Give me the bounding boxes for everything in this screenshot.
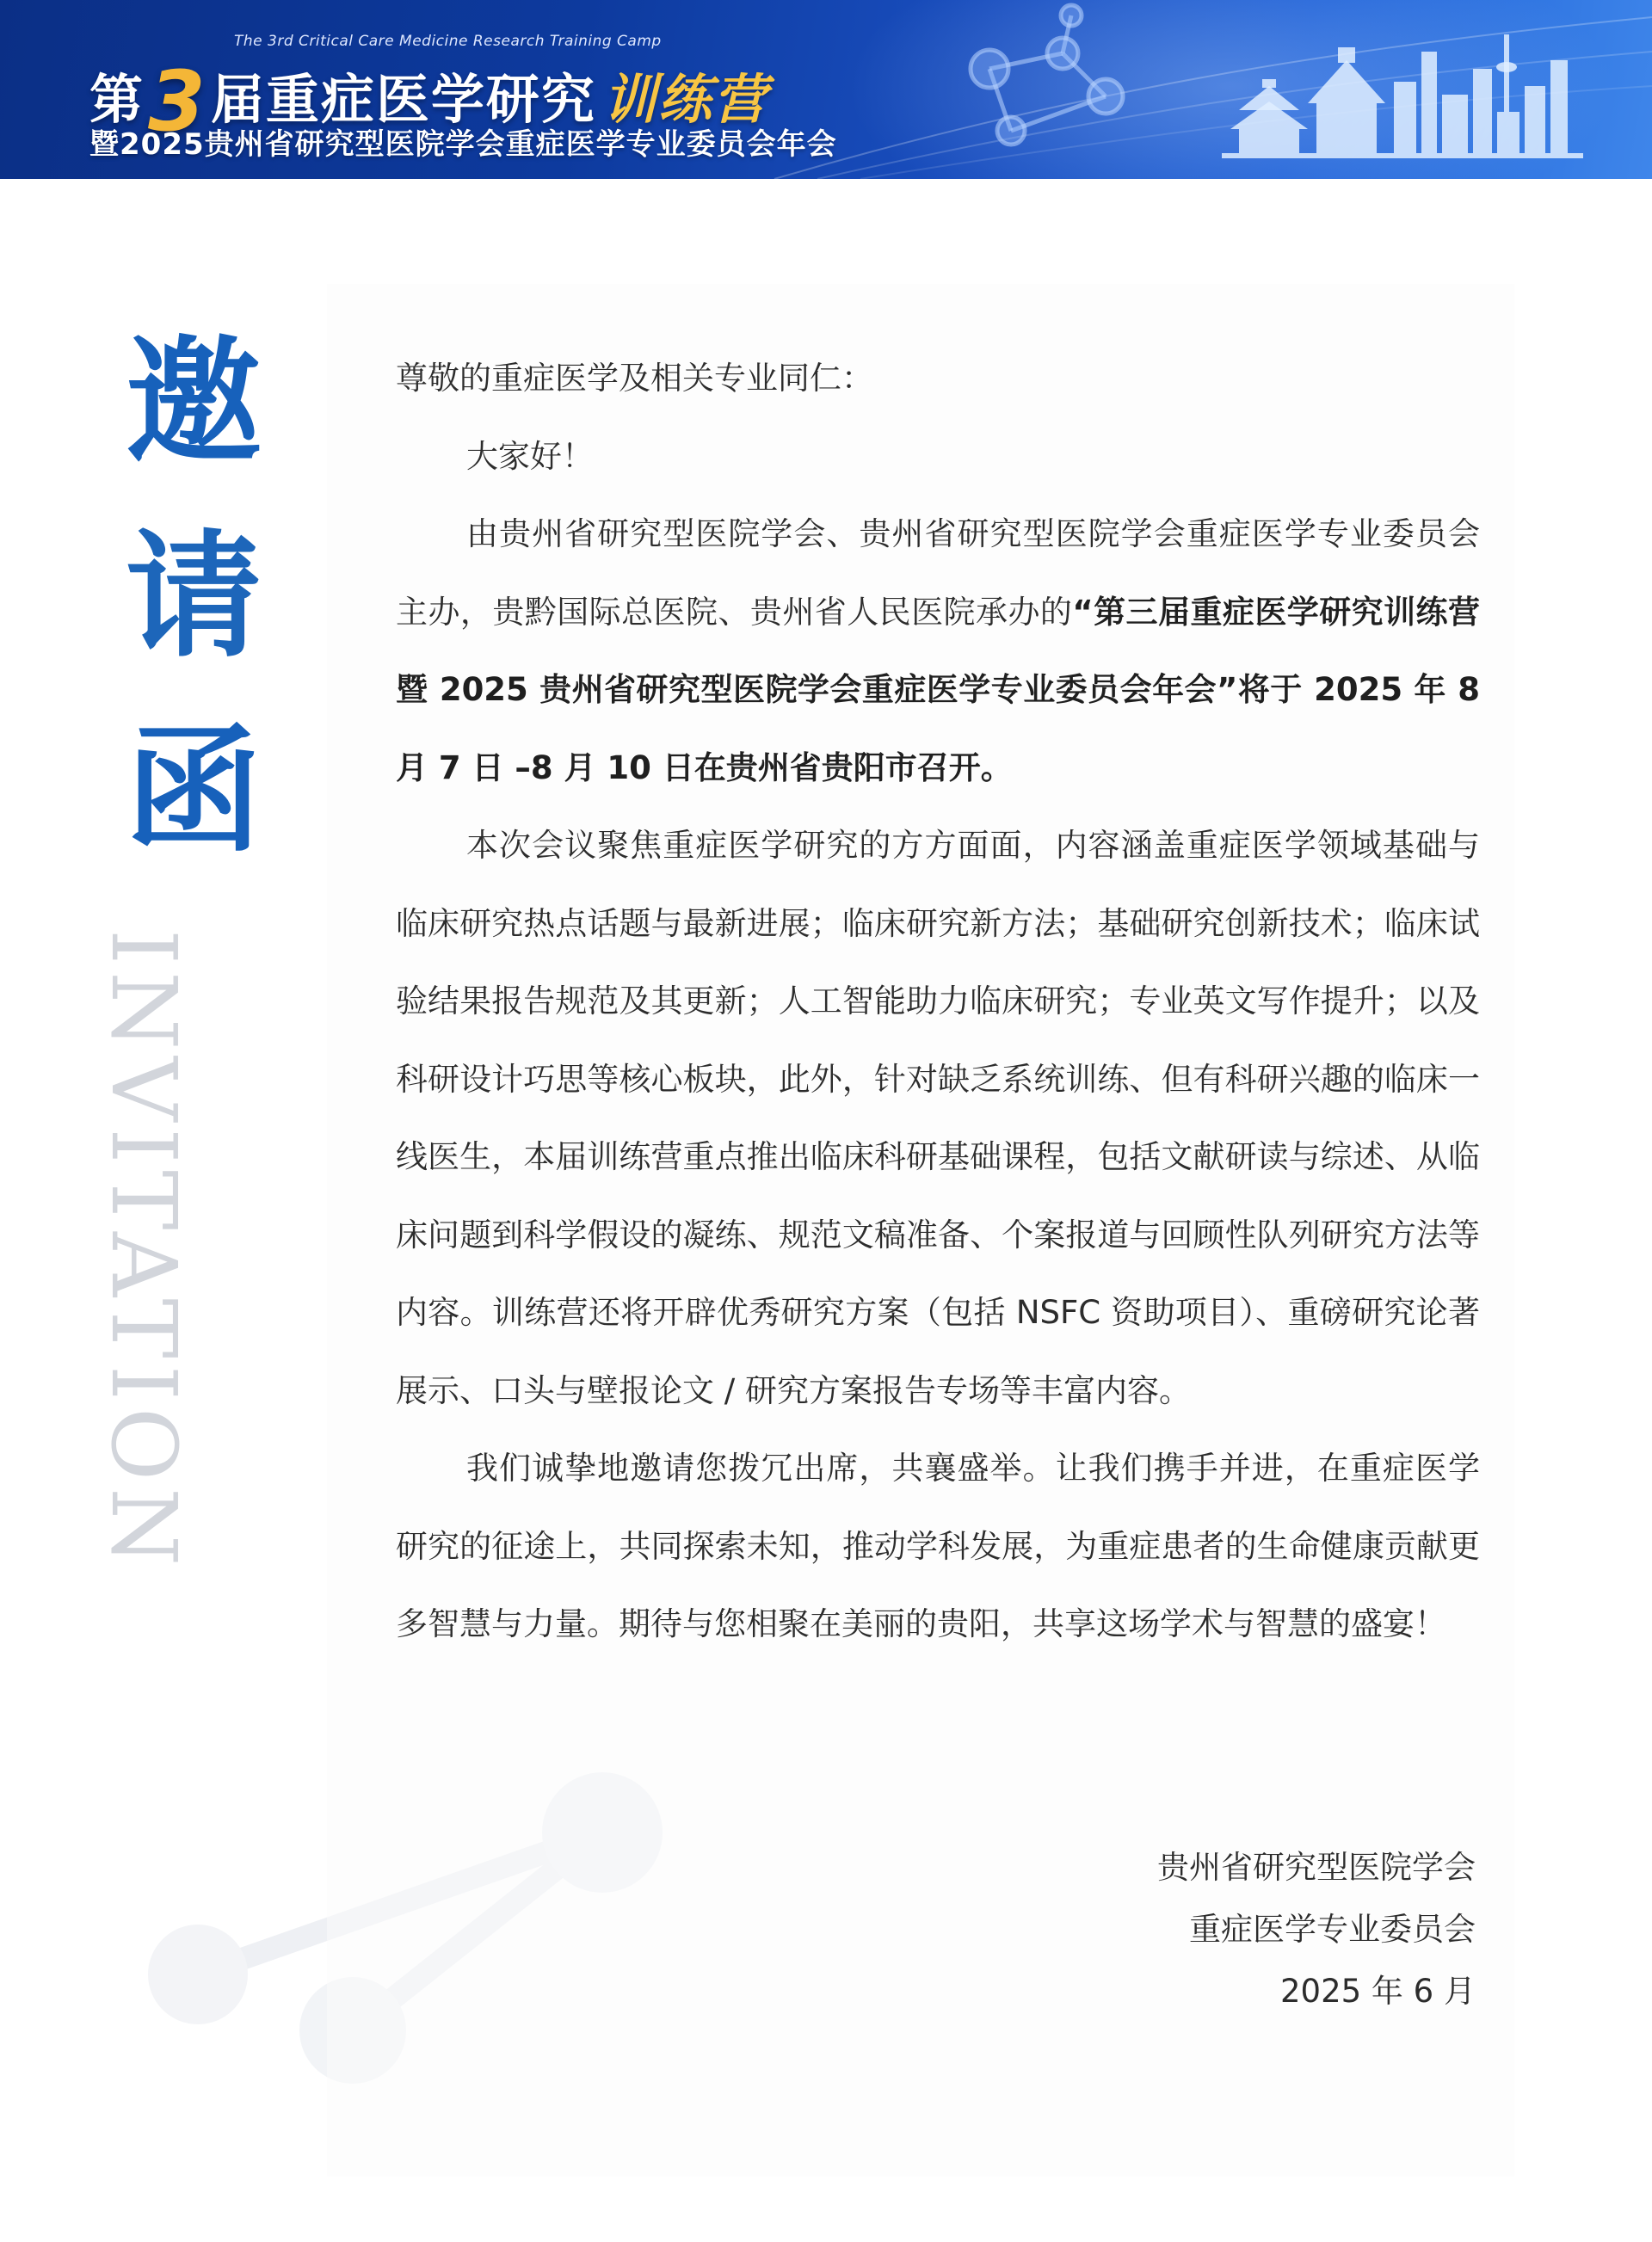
molecule-icon — [971, 5, 1123, 145]
banner-title-prefix: 第 — [89, 68, 145, 131]
city-skyline-icon — [1222, 34, 1583, 158]
title-char-1: 邀 — [126, 323, 262, 482]
letter-body — [396, 340, 1480, 1664]
paragraph-1-event-name: “第三届重症医学研究训练营暨 2025 贵州省研究型医院学会重症医学专业委员会年会”将于 2025 年 8 月 7 日 –8 月 10 日在贵州省贵阳市召开。 — [396, 593, 1480, 786]
invitation-title — [112, 305, 275, 889]
paragraph-3: 我们诚挚地邀请您拨冗出席，共襄盛举。让我们携手并进，在重症医学研究的征途上，共同探索未知，推动学科发展，为重症患者的生命健康贡献更多智慧与力量。期待与您相聚在美丽的贵阳，共享这场学术与智慧的盛宴！ — [396, 1450, 1480, 1642]
banner-subtitle-en: The 3rd Critical Care Medicine Research Training Camp — [234, 33, 662, 50]
banner-title-number: 3 — [148, 53, 207, 150]
signature-date: 2025 年 6 月 — [1280, 1973, 1476, 2010]
signature-block — [1157, 1837, 1476, 2023]
signature-committee: 重症医学专业委员会 — [1189, 1911, 1476, 1948]
banner-title-mid: 届重症医学研究 — [210, 68, 596, 131]
signature-org: 贵州省研究型医院学会 — [1157, 1849, 1476, 1886]
title-char-2: 请 — [126, 517, 262, 676]
greeting: 大家好！ — [466, 437, 594, 475]
paragraph-1-text: 由贵州省研究型医院学会、贵州省研究型医院学会重症医学专业委员会主办，贵黔国际总医院、贵州省人民医院承办的 — [396, 515, 1480, 631]
title-char-3: 函 — [126, 711, 262, 871]
header-banner — [0, 0, 1652, 179]
banner-title-highlight: 训练营 — [602, 68, 768, 131]
salutation: 尊敬的重症医学及相关专业同仁： — [396, 360, 873, 397]
banner-subtitle: 暨2025贵州省研究型医院学会重症医学专业委员会年会 — [89, 127, 837, 162]
paragraph-1 — [396, 496, 1480, 807]
invitation-watermark-word: INVITATION — [91, 929, 196, 1574]
paragraph-2: 本次会议聚焦重症医学研究的方方面面，内容涵盖重症医学领域基础与临床研究热点话题与最新进展；临床研究新方法；基础研究创新技术；临床试验结果报告规范及其更新；人工智能助力临床研究；专业英文写作提升；以及科研设计巧思等核心板块，此外，针对缺乏系统训练、但有科研兴趣的临床一线医生，本届训练营重点推出临床科研基础课程，包括文献研读与综述、从临床问题到科学假设的凝练、规范文稿准备、个案报道与回顾性队列研究方法等内容。训练营还将开辟优秀研究方案（包括 NSFC 资助项目）、重磅研究论著展示、口头与壁报论文 / 研究方案报告专场等丰富内容。 — [396, 827, 1480, 1409]
